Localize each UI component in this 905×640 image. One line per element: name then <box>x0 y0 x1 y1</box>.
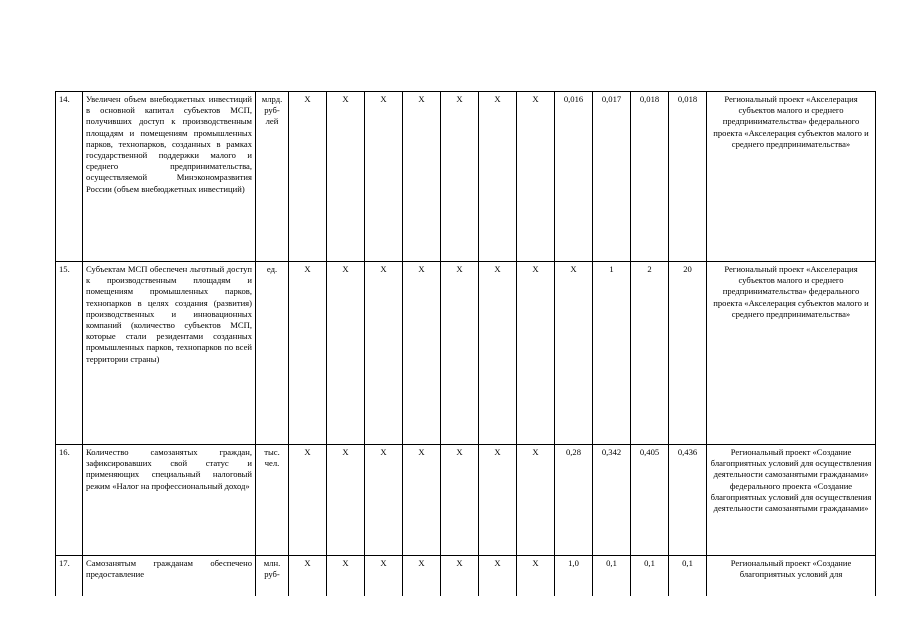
value-cell: X <box>327 556 365 596</box>
row-number-cell: 16. <box>56 445 83 556</box>
value-cell: X <box>289 92 327 262</box>
value-cell: X <box>479 445 517 556</box>
value-cell: 0,405 <box>631 445 669 556</box>
indicator-description-cell: Самозанятым гражданам обеспечено предоставление <box>83 556 256 596</box>
value-cell: X <box>365 556 403 596</box>
table-row <box>56 556 876 596</box>
indicator-description-cell: Количество самозанятых граждан, зафиксировавших свой статус и применяющих специальный налоговый режим «Налог на профессиональный доход» <box>83 445 256 556</box>
value-cell: X <box>403 92 441 262</box>
value-cell: X <box>479 92 517 262</box>
value-cell: X <box>289 556 327 596</box>
indicators-table <box>55 91 876 596</box>
value-cell: X <box>327 262 365 445</box>
value-cell: 0,016 <box>555 92 593 262</box>
value-cell: 0,1 <box>593 556 631 596</box>
value-cell: X <box>441 92 479 262</box>
value-cell: X <box>289 445 327 556</box>
row-number-cell: 17. <box>56 556 83 596</box>
unit-cell: млн. руб- <box>256 556 289 596</box>
value-cell: X <box>365 92 403 262</box>
value-cell: 0,017 <box>593 92 631 262</box>
unit-cell: ед. <box>256 262 289 445</box>
unit-cell: тыс. чел. <box>256 445 289 556</box>
value-cell: 0,018 <box>669 92 707 262</box>
value-cell: X <box>441 445 479 556</box>
value-cell: 20 <box>669 262 707 445</box>
value-cell: X <box>517 92 555 262</box>
value-cell: 1,0 <box>555 556 593 596</box>
value-cell: X <box>517 445 555 556</box>
value-cell: 0,342 <box>593 445 631 556</box>
value-cell: X <box>479 262 517 445</box>
value-cell: X <box>517 262 555 445</box>
row-number-cell: 14. <box>56 92 83 262</box>
row-number-cell: 15. <box>56 262 83 445</box>
value-cell: 0,018 <box>631 92 669 262</box>
value-cell: X <box>517 556 555 596</box>
source-project-cell: Региональный проект «Акселерация субъектов малого и среднего предпринимательства» федерального проекта «Акселерация субъектов малого и среднего предпринимательства» <box>707 262 876 445</box>
value-cell: X <box>441 262 479 445</box>
value-cell: 0,1 <box>631 556 669 596</box>
source-project-cell: Региональный проект «Создание благоприятных условий для <box>707 556 876 596</box>
source-project-cell: Региональный проект «Создание благоприятных условий для осуществления деятельности самозанятыми гражданами» федерального проекта «Создание благоприятных условий для осуществления деятельности самозанятыми гражданами» <box>707 445 876 556</box>
value-cell: X <box>403 445 441 556</box>
indicator-description-cell: Субъектам МСП обеспечен льготный доступ к производственным площадям и помещениям промышленных парков, технопарков в целях создания (развития) производственных и инновационных компаний (количество субъектов МСП, которые стали резидентами созданных промышленных парков, технопарков по всей территории страны) <box>83 262 256 445</box>
value-cell: X <box>403 556 441 596</box>
unit-cell: млрд. руб-лей <box>256 92 289 262</box>
value-cell: X <box>441 556 479 596</box>
value-cell: X <box>327 92 365 262</box>
table-row <box>56 262 876 445</box>
value-cell: X <box>403 262 441 445</box>
value-cell: X <box>289 262 327 445</box>
value-cell: 1 <box>593 262 631 445</box>
value-cell: 2 <box>631 262 669 445</box>
value-cell: X <box>555 262 593 445</box>
value-cell: 0,28 <box>555 445 593 556</box>
value-cell: 0,1 <box>669 556 707 596</box>
value-cell: X <box>327 445 365 556</box>
table-row <box>56 445 876 556</box>
indicator-description-cell: Увеличен объем внебюджетных инвестиций в основной капитал субъектов МСП, получивших доступ к производственным площадям и помещениям промышленных парков, технопарков, созданных в рамках государственной поддержки малого и среднего предпринимательства, осуществляемой Минэкономразвития России (объем внебюджетных инвестиций) <box>83 92 256 262</box>
value-cell: X <box>479 556 517 596</box>
source-project-cell: Региональный проект «Акселерация субъектов малого и среднего предпринимательства» федерального проекта «Акселерация субъектов малого и среднего предпринимательства» <box>707 92 876 262</box>
value-cell: X <box>365 445 403 556</box>
table-row <box>56 92 876 262</box>
value-cell: X <box>365 262 403 445</box>
value-cell: 0,436 <box>669 445 707 556</box>
